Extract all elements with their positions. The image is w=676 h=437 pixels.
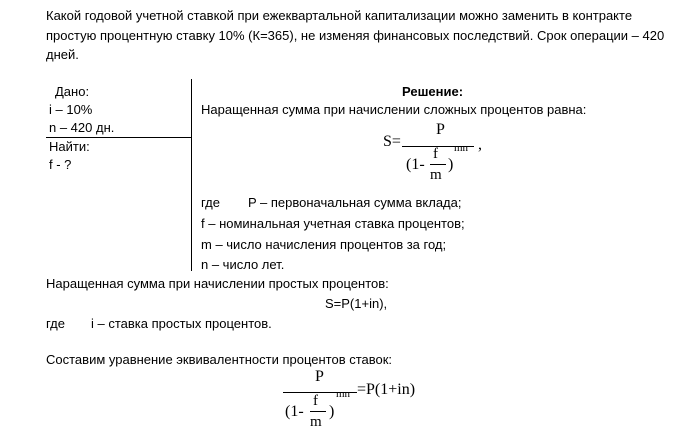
given-title: Дано: [55, 84, 90, 99]
equivalence-intro: Составим уравнение эквивалентности процентов ставок: [46, 352, 393, 367]
formula1-inner-den: m [430, 167, 442, 183]
find-item: f - ? [49, 157, 72, 172]
given-item-i: i – 10% [49, 102, 93, 117]
formula2-denom-close: ) [329, 403, 335, 420]
formula2-exponent: mn [336, 388, 351, 400]
simple-intro: Наращенная сумма при начислении простых процентов: [46, 276, 389, 291]
formula1-numerator: P [436, 121, 445, 138]
formula2-denom-open: (1- [285, 403, 304, 420]
compound-intro: Наращенная сумма при начислении сложных процентов равна: [201, 102, 587, 117]
formula1-trailing: , [478, 136, 482, 153]
formula1-inner-num: f [433, 146, 438, 162]
formula2-numerator: P [315, 368, 324, 385]
formula2-inner-den: m [310, 414, 322, 430]
formula1-exponent: mn [454, 142, 469, 154]
definition-n: n – число лет. [201, 257, 285, 272]
formula1-denom-open: (1- [406, 156, 425, 173]
definition-m: m – число начисления процентов за год; [201, 237, 447, 252]
problem-statement: Какой годовой учетной ставкой при ежеквартальной капитализации можно заменить в контракте простую процентную ставку 10% (К=365), не изменяя финансовых последствий. Срок операции – 420 дней. [46, 8, 665, 62]
given-divider [46, 137, 192, 138]
definition-p: P – первоначальная сумма вклада; [248, 195, 462, 210]
formula2-inner-num: f [313, 393, 318, 409]
simple-where: где [46, 316, 65, 331]
given-item-n: n – 420 дн. [49, 120, 115, 135]
definition-f: f – номинальная учетная ставка процентов; [201, 216, 465, 231]
simple-definition: i – ставка простых процентов. [91, 316, 272, 331]
given-vertical-divider [191, 79, 192, 271]
where-word: где [201, 195, 220, 210]
formula2-inner-bar [310, 411, 326, 412]
formula1-denom-close: ) [448, 156, 454, 173]
formula1-lhs: S= [383, 133, 401, 150]
simple-formula: S=P(1+in), [325, 296, 388, 311]
solution-title: Решение: [402, 84, 464, 99]
formula2-rhs: =P(1+in) [357, 381, 416, 398]
find-title: Найти: [49, 139, 90, 154]
formula1-inner-bar [430, 164, 446, 165]
